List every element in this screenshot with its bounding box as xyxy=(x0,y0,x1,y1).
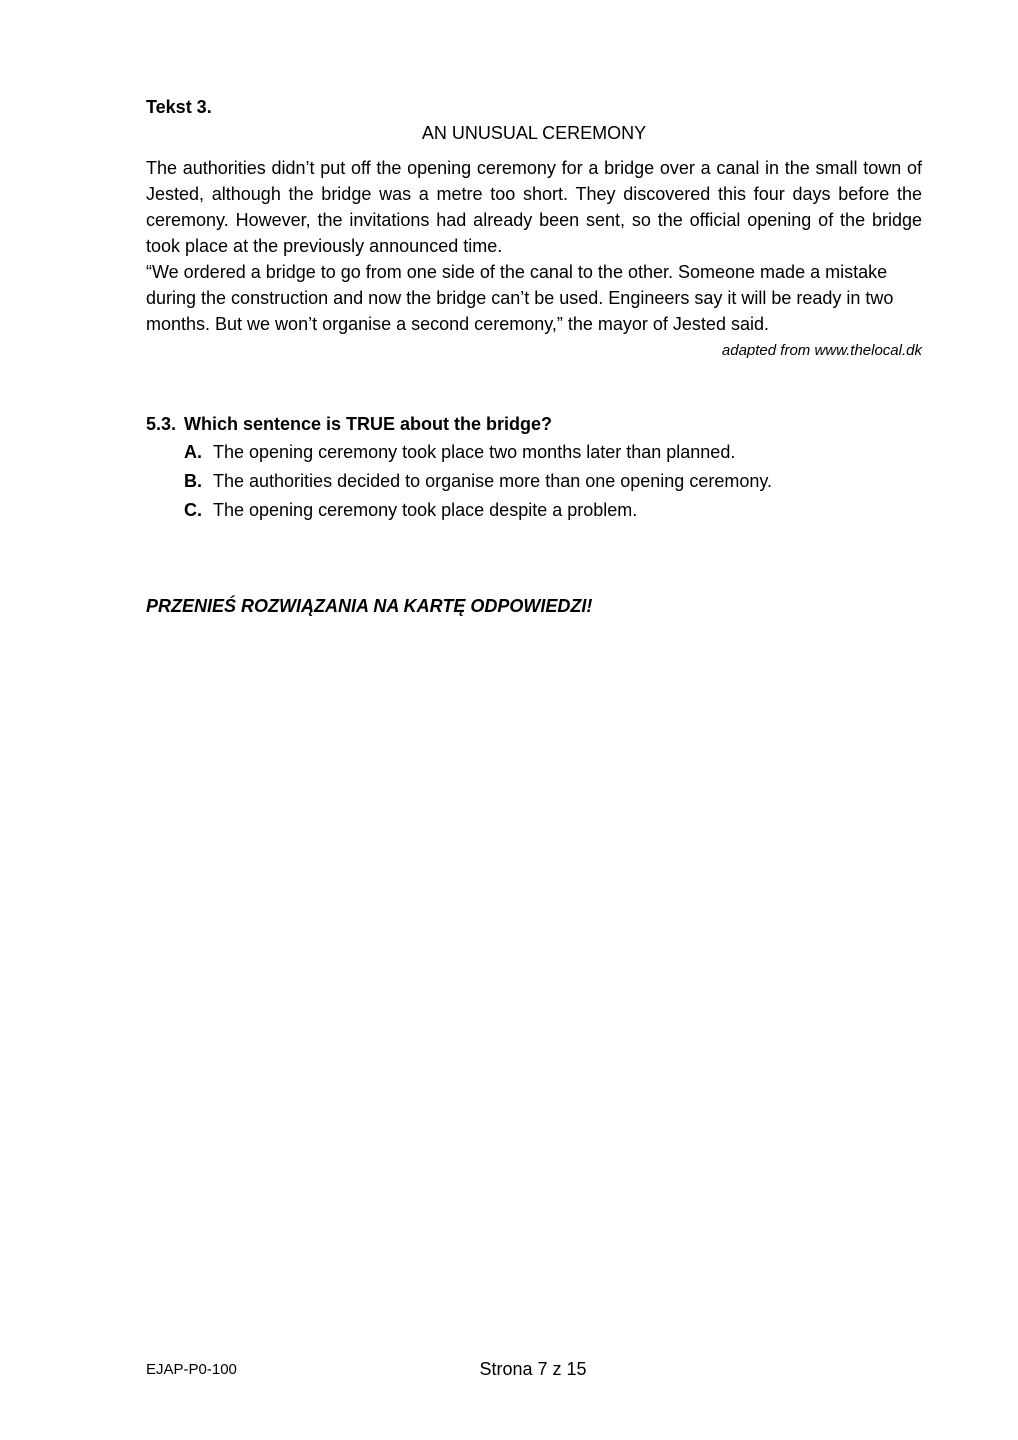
option-text: The opening ceremony took place two months later than planned. xyxy=(213,442,736,462)
answer-options xyxy=(184,440,922,522)
answer-sheet-instruction: PRZENIEŚ ROZWIĄZANIA NA KARTĘ ODPOWIEDZI! xyxy=(146,596,593,616)
option-text: The authorities decided to organise more than one opening ceremony. xyxy=(213,471,773,491)
question-header xyxy=(146,412,922,436)
text-label: Tekst 3. xyxy=(146,97,212,117)
page-content xyxy=(146,95,922,618)
text-paragraph: “We ordered a bridge to go from one side of the canal to the other. Someone made a mistake during the construction and now the bridge can’t be used. Engineers say it will be ready in two months. But we won’t organise a second ceremony,” the mayor of Jested said. xyxy=(146,262,894,334)
text-title: AN UNUSUAL CEREMONY xyxy=(421,123,647,143)
question-number: 5.3. xyxy=(146,414,177,434)
text-paragraph: The authorities didn’t put off the opening ceremony for a bridge over a canal in the small town of Jested, although the bridge was a metre too short. They discovered this four days before the ceremony. However, the invitations had already been sent, so the official opening of the bridge took place at the previously announced time. xyxy=(146,158,922,256)
option-text: The opening ceremony took place despite a problem. xyxy=(213,500,638,520)
option-letter: B. xyxy=(184,471,202,491)
question-block xyxy=(146,412,922,522)
answer-option-b xyxy=(184,469,922,493)
answer-option-a xyxy=(184,440,922,464)
question-prompt: Which sentence is TRUE about the bridge? xyxy=(184,414,553,434)
option-letter: A. xyxy=(184,442,202,462)
page-number: Strona 7 z 15 xyxy=(479,1359,587,1379)
exam-code: EJAP-P0-100 xyxy=(146,1361,237,1378)
answer-option-c xyxy=(184,498,922,522)
text-source: adapted from www.thelocal.dk xyxy=(721,342,922,359)
option-letter: C. xyxy=(184,500,202,520)
